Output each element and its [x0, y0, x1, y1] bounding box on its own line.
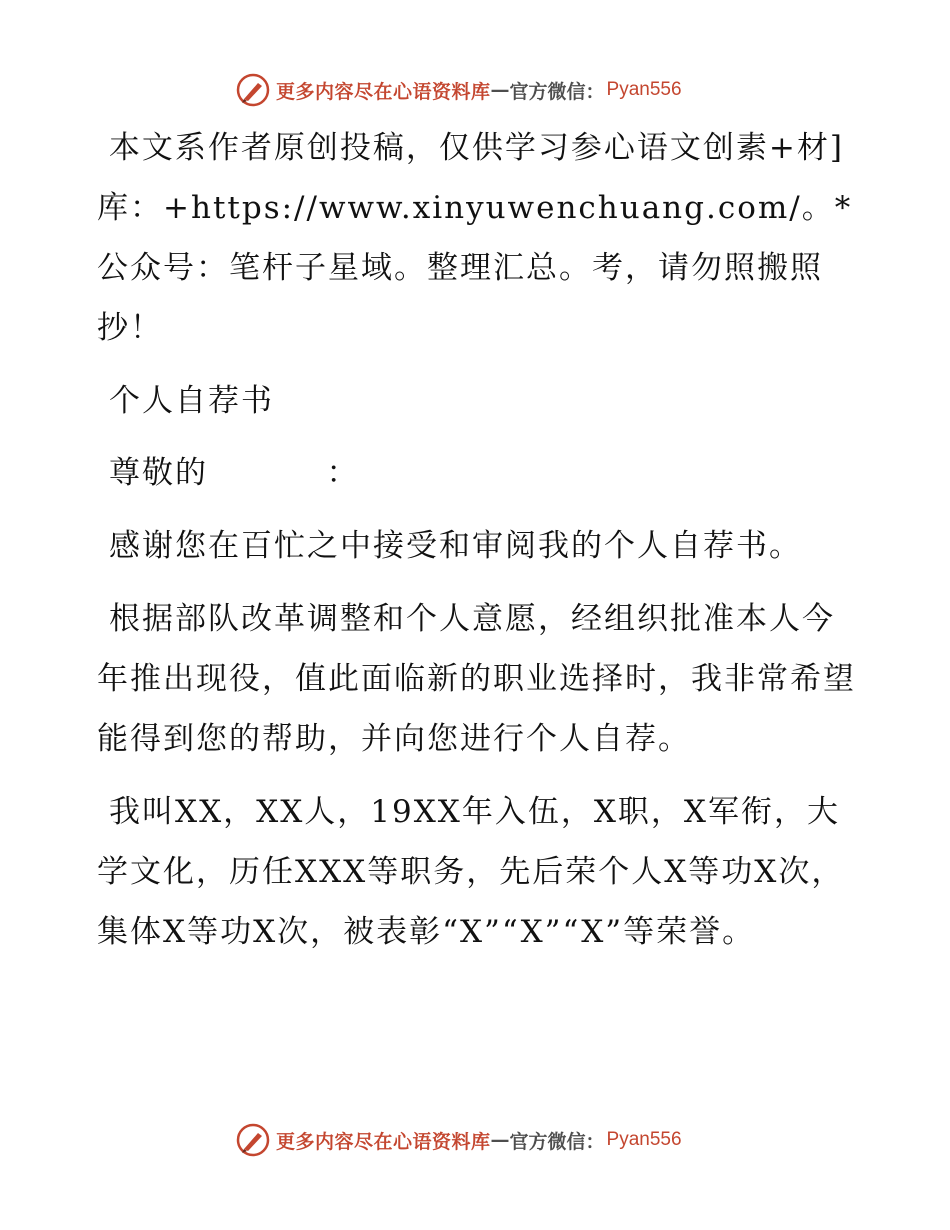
body-paragraph-1: 根据部队改革调整和个人意愿，经组织批准本人今年推出现役，值此面临新的职业选择时，我非常希望能得到您的帮助，并向您进行个人自荐。 [97, 601, 856, 757]
header-watermark [236, 70, 682, 110]
footer-watermark [236, 1120, 682, 1160]
pen-logo-icon [236, 73, 270, 107]
thanks-paragraph: 感谢您在百忙之中接受和审阅我的个人自荐书。 [109, 528, 802, 564]
salutation: 尊敬的 ： [109, 455, 360, 491]
pen-logo-icon [236, 1123, 270, 1157]
watermark-site-text: 更多内容尽在心语资料库 [276, 80, 491, 103]
watermark-wechat-label: 官方微信： [509, 80, 605, 103]
watermark-wechat-id: Pyan556 [606, 79, 682, 100]
document-title: 个人自荐书 [109, 383, 274, 419]
watermark-dash: — [490, 1129, 510, 1151]
watermark-dash: — [490, 79, 510, 101]
watermark-wechat-id: Pyan556 [606, 1129, 682, 1150]
body-paragraph-2: 我叫XX，XX人，19XX年入伍，X职，X军衔，大学文化，历任XXX等职务，先后荣个人X等功X次，集体X等功X次，被表彰“X”“X”“X”等荣誉。 [97, 794, 845, 950]
intro-paragraph: 本文系作者原创投稿，仅供学习参心语文创素+材]库：+https://www.xinyuwenchuang.com/。*公众号：笔杆子星域。整理汇总。考，请勿照搬照抄！ [97, 130, 853, 346]
document-body [97, 118, 867, 975]
watermark-wechat-label: 官方微信： [509, 1130, 605, 1153]
watermark-site-text: 更多内容尽在心语资料库 [276, 1130, 491, 1153]
